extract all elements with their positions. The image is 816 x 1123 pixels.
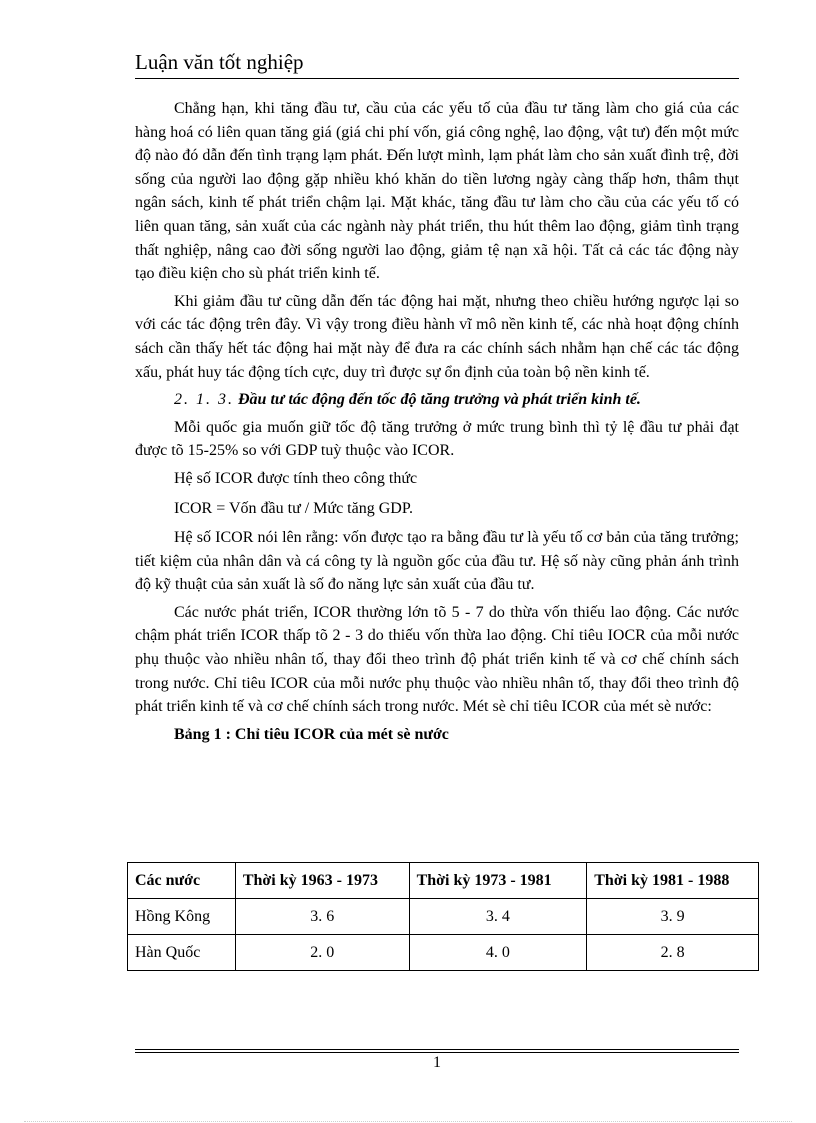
table-row: [128, 935, 759, 971]
section-title: Đầu tư tác động đến tốc độ tăng trưởng và phát triển kinh tế.: [238, 391, 641, 409]
paragraph: Hệ số ICOR nói lên rằng: vốn được tạo ra bằng đầu tư là yếu tố cơ bản của tăng trưởng; tiết kiệm của nhân dân và cá công ty là nguồn gốc của đầu tư. Hệ số này cũng phản ánh trình độ kỹ thuật của sản xuất là số đo năng lực sản xuất của đầu tư.: [135, 529, 739, 594]
icor-table: [127, 862, 759, 971]
table-header-cell: Thời kỳ 1981 - 1988: [587, 863, 759, 899]
table-caption: Bảng 1 : Chỉ tiêu ICOR của mét sè nước: [174, 725, 449, 743]
paragraph: Hệ số ICOR được tính theo công thức: [174, 469, 418, 487]
table-header-row: [128, 863, 759, 899]
table-cell-country: Hồng Kông: [128, 899, 236, 935]
page-header-title: Luận văn tốt nghiệp: [135, 50, 304, 74]
document-body: [135, 97, 739, 750]
paragraph: Mỗi quốc gia muốn giữ tốc độ tăng trưởng ở mức trung bình thì tỷ lệ đầu tư phải đạt được tõ 15-25% so với GDP tuỳ thuộc vào ICOR.: [135, 418, 739, 460]
page-edge-divider: [24, 1121, 792, 1122]
table-header-cell: Các nước: [128, 863, 236, 899]
table-cell: 3. 6: [235, 899, 409, 935]
section-heading: [135, 388, 739, 412]
paragraph: Các nước phát triển, ICOR thường lớn tõ 5 - 7 do thừa vốn thiếu lao động. Các nước chậm phát triển ICOR thấp tõ 2 - 3 do thiếu vốn thừa lao động. Chỉ tiêu IOCR của mỗi nước phụ thuộc vào nhiều nhân tố, thay đổi theo trình độ phát triển kinh tế và cơ chế chính sách trong nước. Chỉ tiêu ICOR của mỗi nước phụ thuộc vào nhiều nhân tố, thay đổi theo trình độ phát triển kinh tế và cơ chế chính sách trong nước. Mét sè chỉ tiêu ICOR của mét sè nước:: [135, 603, 739, 716]
paragraph: Chẳng hạn, khi tăng đầu tư, cầu của các yếu tố của đầu tư tăng làm cho giá của các hàng hoá có liên quan tăng giá (giá chi phí vốn, giá công nghệ, lao động, vật tư) đến một mức độ nào đó dẫn đến tình trạng lạm phát. Đến lượt mình, lạm phát làm cho sản xuất đình trệ, đời sống của người lao động gặp nhiều khó khăn do tiền lương ngày càng thấp hơn, thâm thụt ngân sách, kinh tế phát triển chậm lại. Mặt khác, tăng đầu tư làm cho cầu của các yếu tố có liên quan tăng, sản xuất của các ngành này phát triển, thu hút thêm lao động, giảm tình trạng thất nghiệp, nâng cao đời sống người lao động, giảm tệ nạn xã hội. Tất cả các tác động này tạo điều kiện cho sù phát triển kinh tế.: [135, 100, 739, 283]
table-cell: 3. 4: [409, 899, 587, 935]
paragraph: Khi giảm đầu tư cũng dẫn đến tác động hai mặt, nhưng theo chiều hướng ngược lại so với các tác động trên đây. Vì vậy trong điều hành vĩ mô nền kinh tế, các nhà hoạt động chính sách cần thấy hết tác động hai mặt này để đưa ra các chính sách nhằm hạn chế các tác động xấu, phát huy tác động tích cực, duy trì được sự ổn định của toàn bộ nền kinh tế.: [135, 292, 739, 381]
table-cell: 2. 8: [587, 935, 759, 971]
page-number: 1: [433, 1054, 441, 1071]
formula: ICOR = Vốn đầu tư / Mức tăng GDP.: [174, 499, 413, 517]
table-cell-country: Hàn Quốc: [128, 935, 236, 971]
table-cell: 2. 0: [235, 935, 409, 971]
section-number: 2. 1. 3.: [174, 391, 234, 409]
table-row: [128, 899, 759, 935]
table-header-cell: Thời kỳ 1963 - 1973: [235, 863, 409, 899]
header-divider: [135, 78, 739, 79]
table-cell: 4. 0: [409, 935, 587, 971]
table-header-cell: Thời kỳ 1973 - 1981: [409, 863, 587, 899]
footer-divider-top: [135, 1049, 739, 1050]
table-cell: 3. 9: [587, 899, 759, 935]
